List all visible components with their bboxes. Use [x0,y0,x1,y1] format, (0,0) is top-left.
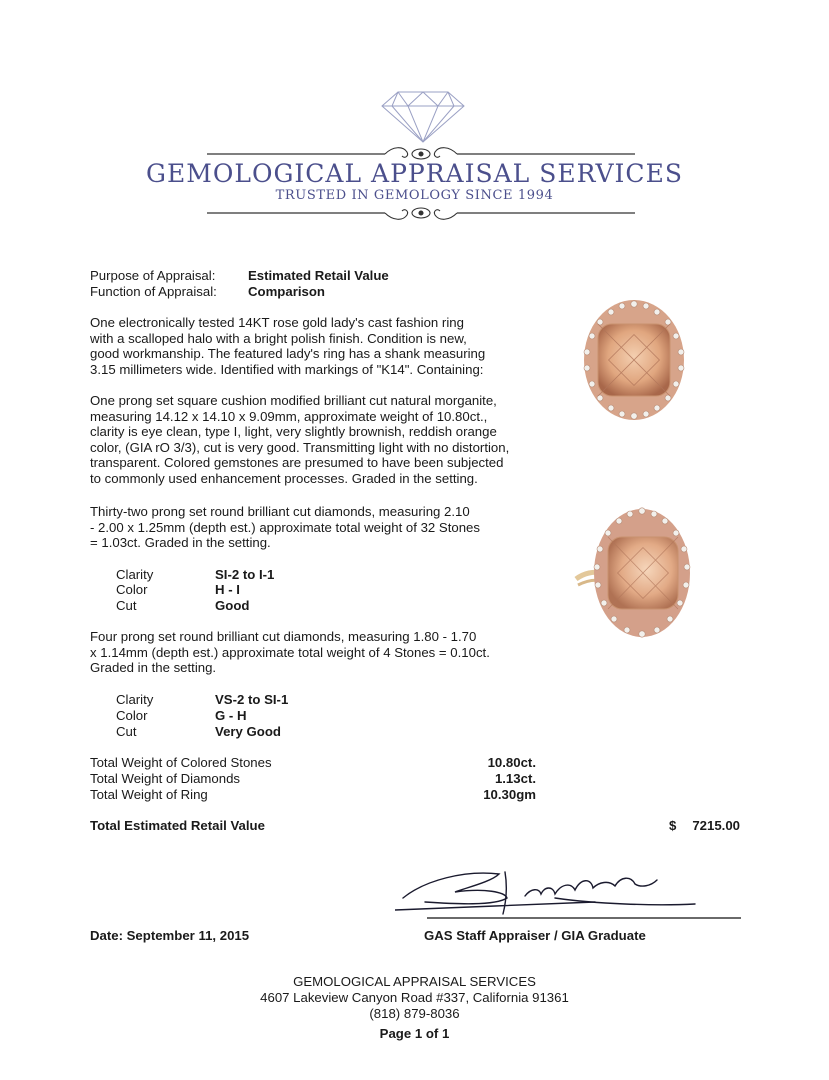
description-line: 3.15 millimeters wide. Identified with markings of "K14". Containing: [90,361,484,377]
page-number: Page 1 of 1 [379,1026,450,1041]
description-line: clarity is eye clean, type I, light, very slightly brownish, reddish orange [90,424,497,440]
grade-label: Cut [116,724,137,739]
diamonds-4-description [90,629,490,676]
description-line: with a scalloped halo with a bright polish finish. Condition is new, [90,330,467,346]
description-line: One prong set square cushion modified brilliant cut natural morganite, [90,393,497,408]
grade-value: Good [215,598,250,613]
total-value: 1.13ct. [494,771,536,786]
grade-value: SI-2 to I-1 [215,567,275,582]
description-line: transparent. Colored gemstones are presumed to have been subjected [90,455,504,471]
description-line: to commonly used enhancement processes. Graded in the setting. [90,470,478,486]
grade-label: Cut [116,598,137,613]
function-value: Comparison [248,284,325,299]
description-line: Graded in the setting. [90,660,217,676]
description-line: color, (GIA rO 3/3), cut is very good. Transmitting light with no distortion, [90,439,510,455]
footer-company: GEMOLOGICAL APPRAISAL SERVICES [293,974,536,989]
grade-value: VS-2 to SI-1 [215,692,289,707]
purpose-label: Purpose of Appraisal: [90,268,216,283]
total-value: 10.80ct. [487,755,536,770]
footer-phone: (818) 879-8036 [369,1006,460,1021]
grade-label: Clarity [116,567,154,582]
purpose-value: Estimated Retail Value [248,268,389,283]
appraiser-title: GAS Staff Appraiser / GIA Graduate [424,928,646,943]
grade-label: Clarity [116,692,154,707]
date-line: Date: September 11, 2015 [90,928,250,943]
function-label: Function of Appraisal: [90,284,217,299]
footer-address: 4607 Lakeview Canyon Road #337, California 91361 [260,990,569,1005]
grade-value: G - H [215,708,247,723]
grade-label: Color [116,708,148,723]
total-label: Total Weight of Ring [90,787,208,802]
bottom-ornament-divider [207,203,635,223]
diamond-logo-icon [380,90,466,144]
company-title: GEMOLOGICAL APPRAISAL SERVICES [146,159,683,188]
estimate-label: Total Estimated Retail Value [90,818,265,833]
ring-side-view-image [572,503,696,645]
diamonds-32-description [90,504,480,551]
total-value: 10.30gm [483,787,536,802]
grade-value: H - I [215,582,240,597]
grade-label: Color [116,582,148,597]
grade-value: Very Good [215,724,281,739]
company-tagline: TRUSTED IN GEMOLOGY SINCE 1994 [275,188,554,203]
ring-top-view-image [578,296,690,424]
morganite-description [90,393,509,487]
description-line: One electronically tested 14KT rose gold lady's cast fashion ring [90,315,464,330]
description-line: Four prong set round brilliant cut diamonds, measuring 1.80 - 1.70 [90,629,477,644]
total-label: Total Weight of Diamonds [90,771,241,786]
description-line: x 1.14mm (depth est.) approximate total weight of 4 Stones = 0.10ct. [90,644,490,660]
description-line: - 2.00 x 1.25mm (depth est.) approximate total weight of 32 Stones [90,519,480,535]
appraiser-signature [395,858,741,922]
description-line: measuring 14.12 x 14.10 x 9.09mm, approximate weight of 10.80ct., [90,408,488,424]
description-line: Thirty-two prong set round brilliant cut diamonds, measuring 2.10 [90,504,470,519]
description-line: good workmanship. The featured lady's ring has a shank measuring [90,346,486,362]
total-label: Total Weight of Colored Stones [90,755,272,770]
estimate-currency: $ [669,818,677,833]
description-line: = 1.03ct. Graded in the setting. [90,535,271,551]
ring-description [90,315,485,377]
estimate-amount: 7215.00 [692,818,740,833]
